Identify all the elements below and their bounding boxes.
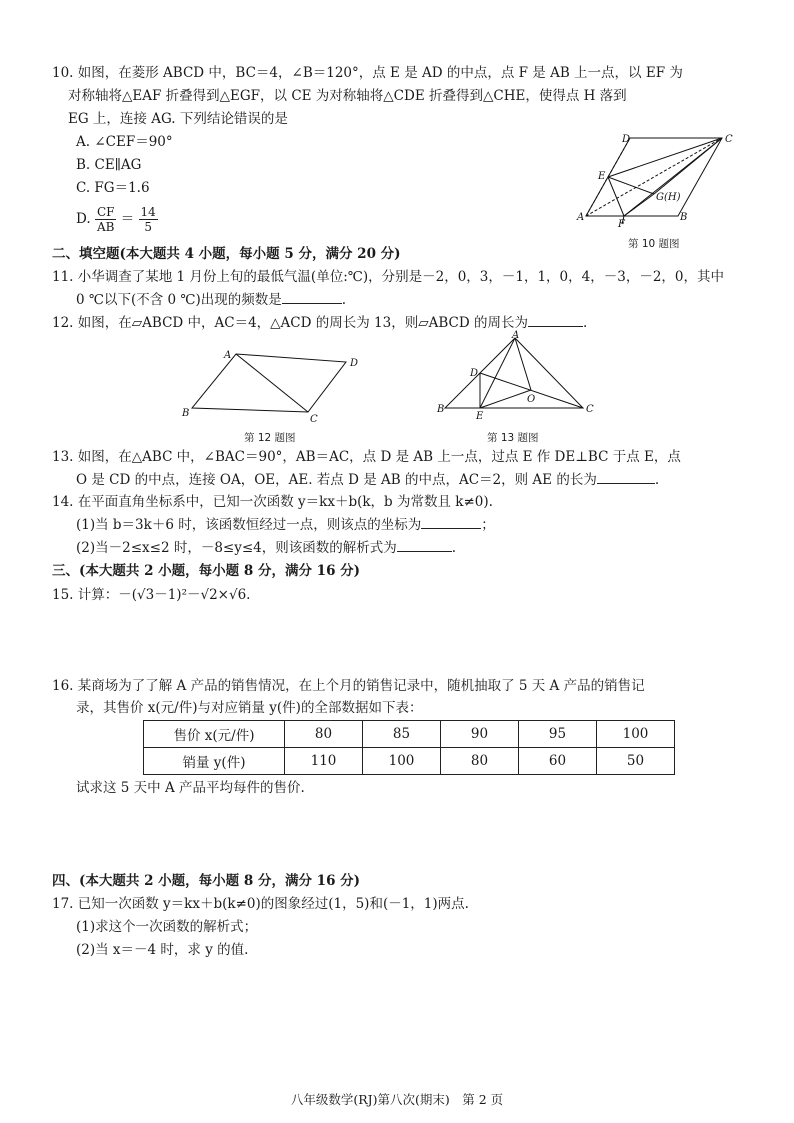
q10-caption: 第 10 题图 — [628, 238, 680, 250]
q14-part1-blank[interactable] — [421, 516, 481, 529]
q15-line: 15. 计算：－(√3－1)²－√2×√6. — [52, 587, 251, 603]
q12-label-b: B — [182, 408, 190, 419]
table-cell: 60 — [519, 748, 597, 775]
q10-stem-line2: 对称轴将△EAF 折叠得到△EGF，以 CE 为对称轴将△CDE 折叠得到△CHE，使得点 H 落到 — [68, 88, 627, 104]
q10-option-b: B. CE∥AG — [76, 157, 142, 173]
table-cell: 110 — [285, 748, 363, 775]
q11-text: 0 ℃以下(不含 0 ℃)出现的频数是 — [76, 292, 282, 308]
q12-label-a: A — [224, 350, 232, 361]
q13-label-o: O — [527, 394, 536, 405]
q16-data-table — [143, 720, 675, 775]
q14-part2 — [76, 539, 456, 557]
q13-figure — [435, 330, 605, 422]
q13-label-a: A — [512, 330, 520, 341]
q10-stem-line1: 10. 如图，在菱形 ABCD 中，BC＝4，∠B＝120°，点 E 是 AD 的中点，点 F 是 AB 上一点，以 EF 为 — [52, 65, 683, 81]
page-footer: 八年级数学(RJ)第八次(期末) 第 2 页 — [290, 1092, 504, 1107]
q13-line1: 13. 如图，在△ABC 中，∠BAC＝90°，AB＝AC，点 D 是 AB 上一点，过点 E 作 DE⊥BC 于点 E，点 — [52, 449, 681, 465]
section-3-heading: 三、(本大题共 2 小题，每小题 8 分，满分 16 分) — [52, 563, 361, 579]
q13-label-b: B — [437, 404, 445, 415]
q13-label-e: E — [476, 411, 484, 422]
q12-figure — [178, 348, 358, 428]
q17-part1: (1)求这个一次函数的解析式； — [76, 919, 258, 935]
table-row — [144, 721, 675, 748]
q13-period: . — [654, 472, 660, 488]
q16-ask: 试求这 5 天中 A 产品平均每件的售价. — [76, 780, 305, 796]
table-cell: 100 — [363, 748, 441, 775]
q10-label-f: F — [618, 219, 625, 228]
q11-line1: 11. 小华调查了某地 1 月份上旬的最低气温(单位:℃)，分别是－2，0，3，－1，1，0，4，－3，－2，0，其中 — [52, 269, 725, 285]
q10-option-d-fraction-right — [139, 205, 158, 234]
q10-label-b: B — [680, 212, 688, 223]
table-header-price: 售价 x(元/件) — [144, 721, 285, 748]
q14-part2-blank[interactable] — [397, 539, 452, 552]
q13-label-c: C — [586, 404, 594, 415]
q12-period: . — [582, 315, 588, 331]
q10-label-c: C — [725, 134, 733, 145]
q10-stem-line3: EG 上，连接 AG. 下列结论错误的是 — [68, 111, 288, 127]
q14-part2-text: (2)当－2≤x≤2 时，－8≤y≤4，则该函数的解析式为 — [76, 540, 397, 556]
q14-line1: 14. 在平面直角坐标系中，已知一次函数 y＝kx＋b(k，b 为常数且 k≠0). — [52, 494, 493, 510]
table-header-sales: 销量 y(件) — [144, 748, 285, 775]
q14-part1-end: ； — [481, 517, 495, 533]
q16-line1: 16. 某商场为了了解 A 产品的销售情况，在上个月的销售记录中，随机抽取了 5 天 A 产品的销售记 — [52, 678, 645, 694]
q14-part1-text: (1)当 b＝3k＋6 时，该函数恒经过一点，则该点的坐标为 — [76, 517, 422, 533]
q12-label-d: D — [350, 358, 358, 369]
q10-option-d-numerator: CF — [96, 205, 115, 219]
table-cell: 95 — [519, 721, 597, 748]
q10-option-d-rnum: 14 — [140, 205, 156, 219]
q11-period: . — [341, 292, 347, 308]
section-4-heading: 四、(本大题共 2 小题，每小题 8 分，满分 16 分) — [52, 873, 361, 889]
q10-option-d-denominator: AB — [96, 220, 115, 234]
q12-caption: 第 12 题图 — [244, 432, 296, 444]
q13-label-d: D — [470, 368, 479, 379]
q14-part2-end: . — [451, 540, 457, 556]
table-cell: 80 — [441, 748, 519, 775]
q10-option-d-fraction-left — [95, 205, 117, 234]
section-2-heading: 二、填空题(本大题共 4 小题，每小题 5 分，满分 20 分) — [52, 246, 401, 262]
q10-label-e: E — [598, 171, 606, 182]
q10-option-d-equals: ＝ — [120, 211, 135, 227]
q13-answer-blank[interactable] — [597, 471, 655, 484]
q10-option-d-prefix: D. — [76, 211, 91, 227]
q12-text: 12. 如图，在▱ABCD 中，AC＝4，△ACD 的周长为 13，则▱ABCD 的周长为 — [52, 315, 528, 331]
table-row — [144, 748, 675, 775]
q10-label-a: A — [577, 212, 585, 223]
q10-option-d — [76, 203, 158, 235]
q11-line2 — [76, 291, 346, 309]
q16-line2: 录，其售价 x(元/件)与对应销量 y(件)的全部数据如下表： — [76, 700, 423, 716]
table-cell: 100 — [597, 721, 675, 748]
q17-part2: (2)当 x＝－4 时，求 y 的值. — [76, 942, 249, 958]
table-cell: 90 — [441, 721, 519, 748]
q17-line1: 17. 已知一次函数 y＝kx＋b(k≠0)的图象经过(1，5)和(－1，1)两点. — [52, 896, 469, 912]
table-cell: 50 — [597, 748, 675, 775]
q10-label-d: D — [622, 134, 631, 145]
q10-label-g: G(H) — [656, 192, 681, 203]
q10-option-d-rden: 5 — [144, 220, 152, 234]
q13-text: O 是 CD 的中点，连接 OA，OE，AE. 若点 D 是 AB 的中点，AC＝2，则 AE 的长为 — [76, 472, 597, 488]
q13-caption: 第 13 题图 — [487, 432, 539, 444]
q14-part1 — [76, 516, 495, 534]
q10-option-c: C. FG＝1.6 — [76, 180, 150, 196]
table-cell: 80 — [285, 721, 363, 748]
q12-answer-blank[interactable] — [528, 314, 583, 327]
q10-figure — [570, 128, 740, 228]
q10-option-a: A. ∠CEF＝90° — [76, 134, 173, 150]
table-cell: 85 — [363, 721, 441, 748]
q11-answer-blank[interactable] — [282, 291, 342, 304]
q13-line2 — [76, 471, 659, 489]
q12-label-c: C — [310, 414, 318, 425]
